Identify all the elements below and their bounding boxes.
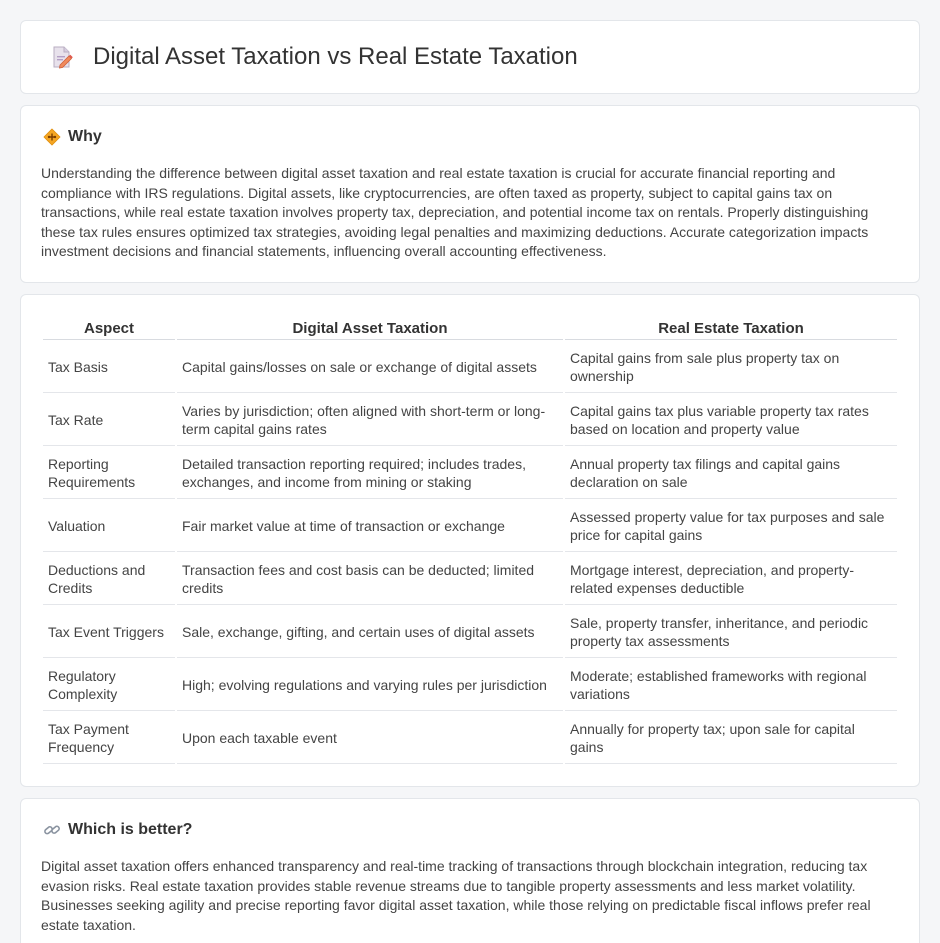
better-heading	[41, 821, 899, 839]
cell-digital: Detailed transaction reporting required; includes trades, exchanges, and income from mining or staking	[177, 448, 563, 499]
link-icon	[43, 821, 61, 839]
table-row	[43, 501, 897, 552]
diamond-warning-icon	[43, 128, 61, 146]
better-title: Which is better?	[68, 820, 193, 838]
cell-digital: Sale, exchange, gifting, and certain uses of digital assets	[177, 607, 563, 658]
cell-aspect: Tax Basis	[43, 342, 175, 393]
header-card	[20, 20, 920, 94]
cell-real-estate: Capital gains from sale plus property tax on ownership	[565, 342, 897, 393]
column-header-digital: Digital Asset Taxation	[177, 317, 563, 340]
table-header-row	[43, 317, 897, 340]
cell-real-estate: Sale, property transfer, inheritance, and periodic property tax assessments	[565, 607, 897, 658]
cell-aspect: Reporting Requirements	[43, 448, 175, 499]
why-heading	[41, 128, 899, 146]
cell-real-estate: Annually for property tax; upon sale for capital gains	[565, 713, 897, 764]
cell-real-estate: Assessed property value for tax purposes and sale price for capital gains	[565, 501, 897, 552]
cell-digital: Capital gains/losses on sale or exchange of digital assets	[177, 342, 563, 393]
why-section	[20, 105, 920, 283]
cell-real-estate: Mortgage interest, depreciation, and property-related expenses deductible	[565, 554, 897, 605]
table-row	[43, 448, 897, 499]
why-title: Why	[68, 128, 102, 145]
why-text: Understanding the difference between digital asset taxation and real estate taxation is crucial for accurate financial reporting and compliance with IRS regulations. Digital assets, like cryptocurrencies, are often taxed as property, subject to capital gains tax on transactions, while real estate taxation involves property tax, depreciation, and potential income tax on rentals. Properly distinguishing these tax rules ensures optimized tax strategies, avoiding legal penalties and maximizing deductions. Accurate categorization impacts investment decisions and financial statements, influencing overall accounting effectiveness.	[41, 165, 869, 260]
cell-aspect: Deductions and Credits	[43, 554, 175, 605]
cell-aspect: Valuation	[43, 501, 175, 552]
column-header-real-estate: Real Estate Taxation	[565, 317, 897, 340]
cell-aspect: Tax Rate	[43, 395, 175, 446]
cell-digital: Upon each taxable event	[177, 713, 563, 764]
table-row	[43, 395, 897, 446]
table-row	[43, 660, 897, 711]
cell-digital: Fair market value at time of transaction or exchange	[177, 501, 563, 552]
cell-real-estate: Capital gains tax plus variable property tax rates based on location and property value	[565, 395, 897, 446]
page-title: Digital Asset Taxation vs Real Estate Taxation	[93, 43, 578, 70]
document-pencil-icon	[47, 43, 75, 71]
cell-real-estate: Annual property tax filings and capital gains declaration on sale	[565, 448, 897, 499]
table-row	[43, 713, 897, 764]
cell-real-estate: Moderate; established frameworks with regional variations	[565, 660, 897, 711]
column-header-aspect: Aspect	[43, 317, 175, 340]
comparison-table-card	[20, 294, 920, 787]
cell-aspect: Regulatory Complexity	[43, 660, 175, 711]
cell-digital: Varies by jurisdiction; often aligned with short-term or long-term capital gains rates	[177, 395, 563, 446]
cell-aspect: Tax Event Triggers	[43, 607, 175, 658]
table-row	[43, 554, 897, 605]
cell-digital: Transaction fees and cost basis can be deducted; limited credits	[177, 554, 563, 605]
table-row	[43, 342, 897, 393]
comparison-table	[41, 315, 899, 766]
table-row	[43, 607, 897, 658]
better-text: Digital asset taxation offers enhanced transparency and real-time tracking of transactions through blockchain integration, reducing tax evasion risks. Real estate taxation provides stable revenue streams due to tangible property assessments and less market volatility. Businesses seeking agility and precise reporting favor digital asset taxation, while those relying on predictable fiscal inflows prefer real estate taxation.	[41, 857, 871, 933]
cell-aspect: Tax Payment Frequency	[43, 713, 175, 764]
cell-digital: High; evolving regulations and varying rules per jurisdiction	[177, 660, 563, 711]
which-is-better-section	[20, 798, 920, 943]
